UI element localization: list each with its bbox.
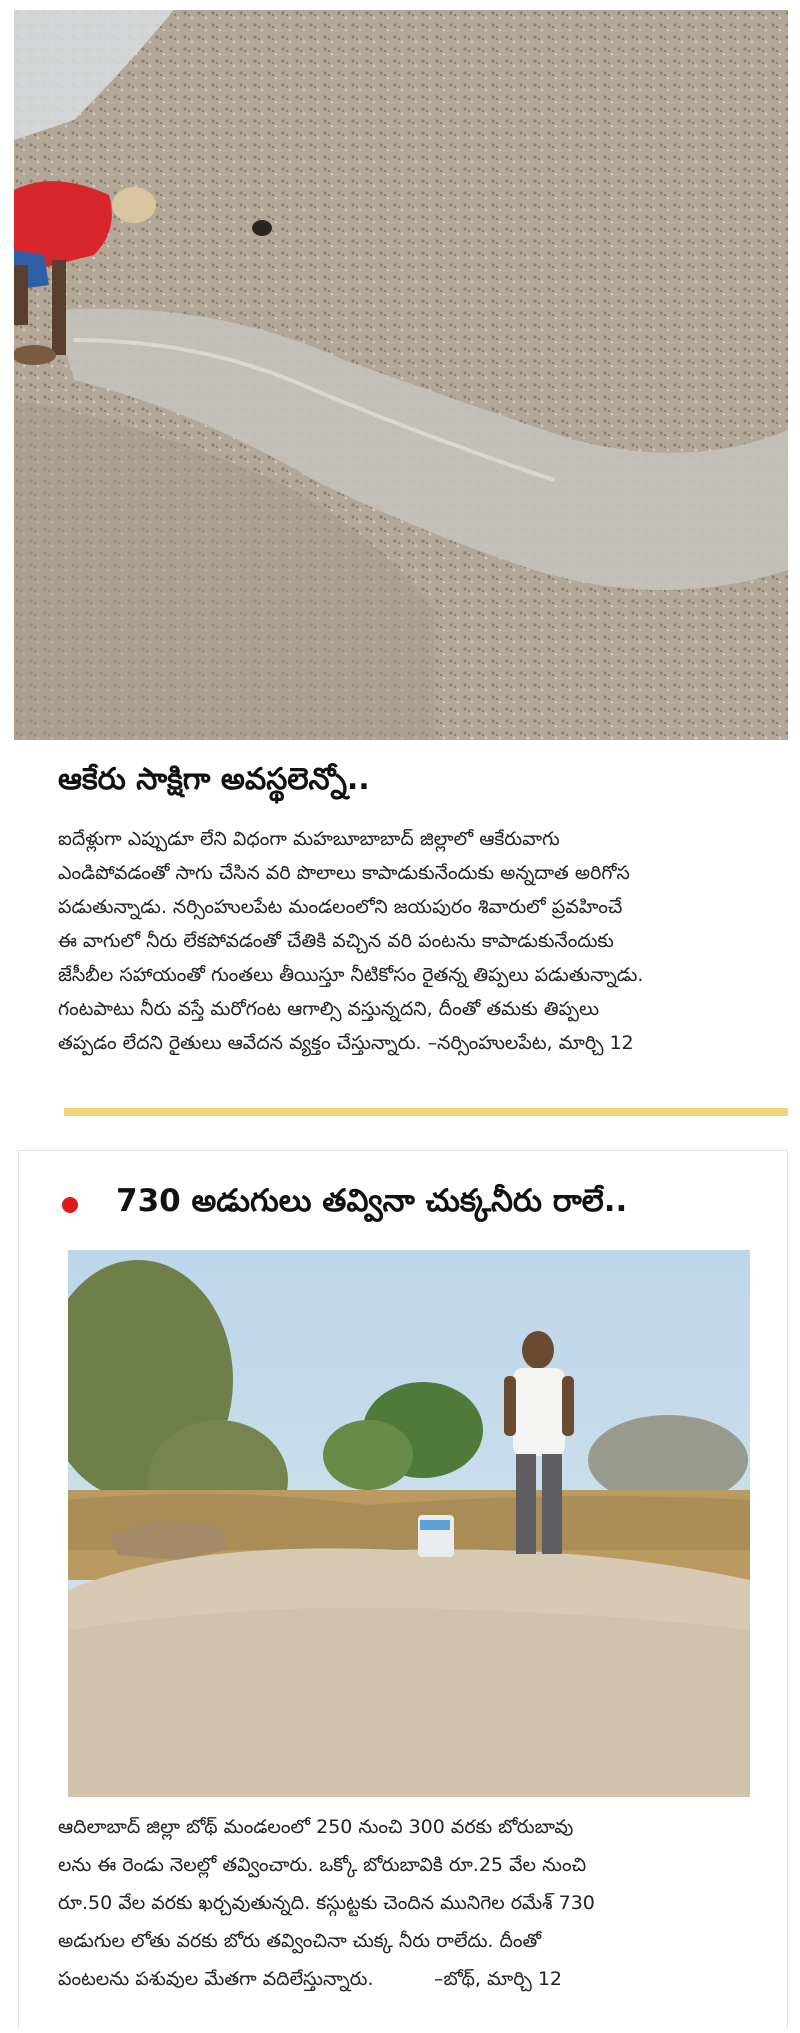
story1-headline: ఆకేరు సాక్షిగా అవస్థలెన్నో.. [58, 762, 370, 797]
story1-line: ఎండిపోవడంతో సాగు చేసిన వరి పొలాలు కాపాడుకునేందుకు అన్నదాత అరిగోస [58, 862, 630, 884]
story2-headline: 730 అడుగులు తవ్వినా చుక్కనీరు రాలే.. [116, 1183, 628, 1219]
story2-line: లను ఈ రెండు నెలల్లో తవ్వించారు. ఒక్కో బోరుబావికి రూ.25 వేల నుంచి [58, 1854, 587, 1876]
story2-line: అడుగుల లోతు వరకు బోరు తవ్వించినా చుక్క నీరు రాలేదు. దీంతో [58, 1930, 542, 1952]
dry-stream-illustration [14, 10, 788, 740]
story1-line: ఈ వాగులో నీరు లేకపోవడంతో చేతికి వచ్చిన వరి పంటను కాపాడుకునేందుకు [58, 930, 614, 952]
story1-body [58, 822, 778, 1060]
borewell-photo [68, 1250, 750, 1797]
story2-line: రూ.50 వేల వరకు ఖర్చవుతున్నది. కస్గుట్టకు చెందిన మునిగెల రమేశ్ 730 [58, 1892, 595, 1914]
story2-body [58, 1808, 778, 1998]
red-bullet-icon [62, 1197, 78, 1213]
story1-line: పడుతున్నాడు. నర్సింహులపేట మండలంలోని జయపురం శివారులో ప్రవహించే [58, 896, 623, 918]
story2-line: ఆదిలాబాద్ జిల్లా బోథ్ మండలంలో 250 నుంచి 300 వరకు బోరుబావు [58, 1816, 574, 1838]
section-divider [64, 1108, 788, 1116]
story1-line: జేసీబీల సహాయంతో గుంతలు తీయిస్తూ నీటికోసం రైతన్న తిప్పలు పడుతున్నాడు. [58, 964, 644, 986]
dry-stream-photo [14, 10, 788, 740]
story1-line: తప్పడం లేదని రైతులు ఆవేదన వ్యక్తం చేస్తున్నారు. –నర్సింహులపేట, మార్చి 12 [58, 1032, 634, 1054]
story2-headline-row [62, 1183, 762, 1226]
story2-line: పంటలను పశువుల మేతగా వదిలేస్తున్నారు. –బోథ్, మార్చి 12 [58, 1968, 563, 1990]
story1-line: గంటపాటు నీరు వస్తే మరోగంట ఆగాల్సి వస్తున్నదని, దీంతో తమకు తిప్పలు [58, 998, 600, 1020]
borewell-illustration [68, 1250, 750, 1797]
story1-line: ఐదేళ్లుగా ఎప్పుడూ లేని విధంగా మహబూబాబాద్ జిల్లాలో ఆకేరువాగు [58, 828, 560, 850]
